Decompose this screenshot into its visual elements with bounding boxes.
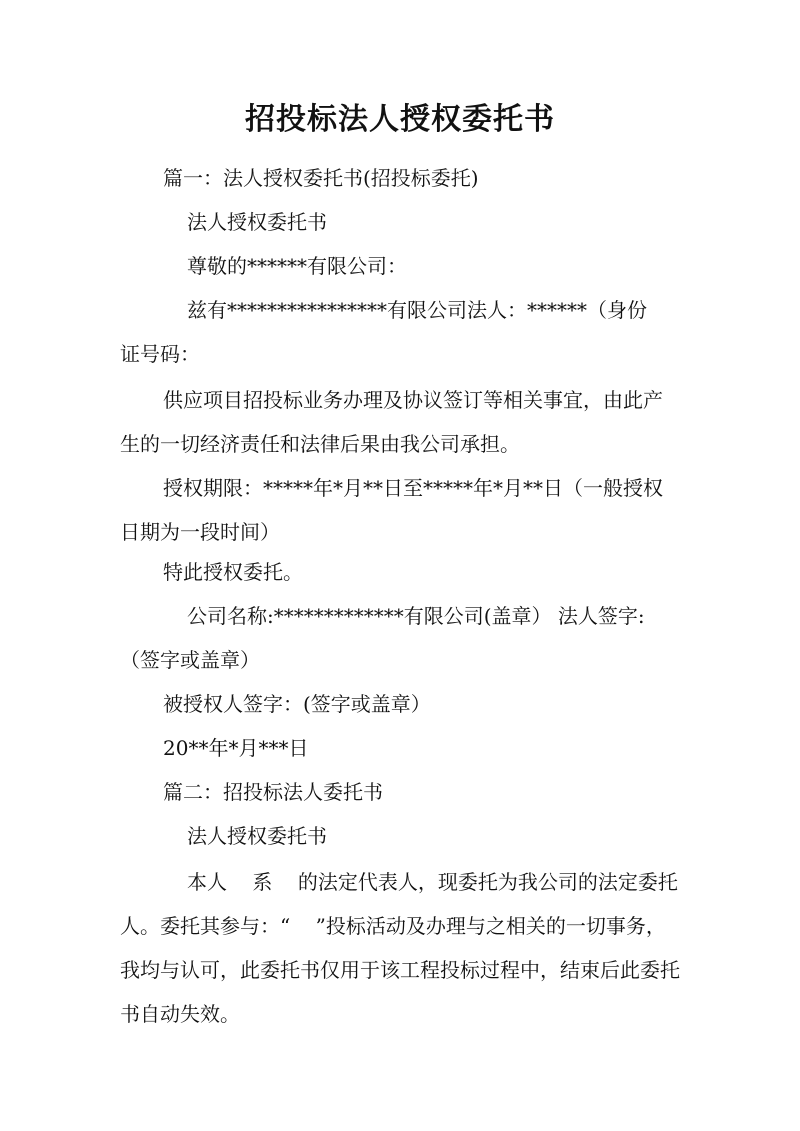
- paragraph-scope: 供应项目招投标业务办理及协议签订等相关事宜，由此产生的一切经济责任和法律后果由我公司承担。: [120, 388, 663, 456]
- paragraph-line: 证号码：: [120, 342, 200, 366]
- letter-title: 法人授权委托书: [187, 210, 327, 234]
- date-line: 20**年*月***日: [163, 736, 309, 760]
- paragraph-line: 兹有****************有限公司法人：******（身份: [187, 298, 647, 322]
- letter-title: 法人授权委托书: [187, 824, 327, 848]
- section-heading-2: 篇二：招投标法人委托书: [163, 780, 383, 804]
- company-signature-note: （签字或盖章）: [120, 648, 260, 672]
- paragraph-body: 本人 系 的法定代表人，现委托为我公司的法定委托人。委托其参与：“ ”投标活动及办理与之相关的一切事务，我均与认可，此委托书仅用于该工程投标过程中，结束后此委托书自动失效。: [120, 870, 680, 1026]
- paragraph-period: 授权期限：*****年*月**日至*****年*月**日（一般授权日期为一段时间）: [120, 476, 663, 544]
- section-heading-1: 篇一：法人授权委托书(招投标委托): [163, 166, 479, 190]
- salutation: 尊敬的******有限公司：: [187, 254, 407, 278]
- agent-signature-line: 被授权人签字：(签字或盖章）: [163, 692, 431, 716]
- document-title: 招投标法人授权委托书: [245, 102, 555, 137]
- closing-statement: 特此授权委托。: [163, 560, 303, 584]
- company-signature-line: 公司名称:*************有限公司(盖章） 法人签字:: [187, 604, 645, 628]
